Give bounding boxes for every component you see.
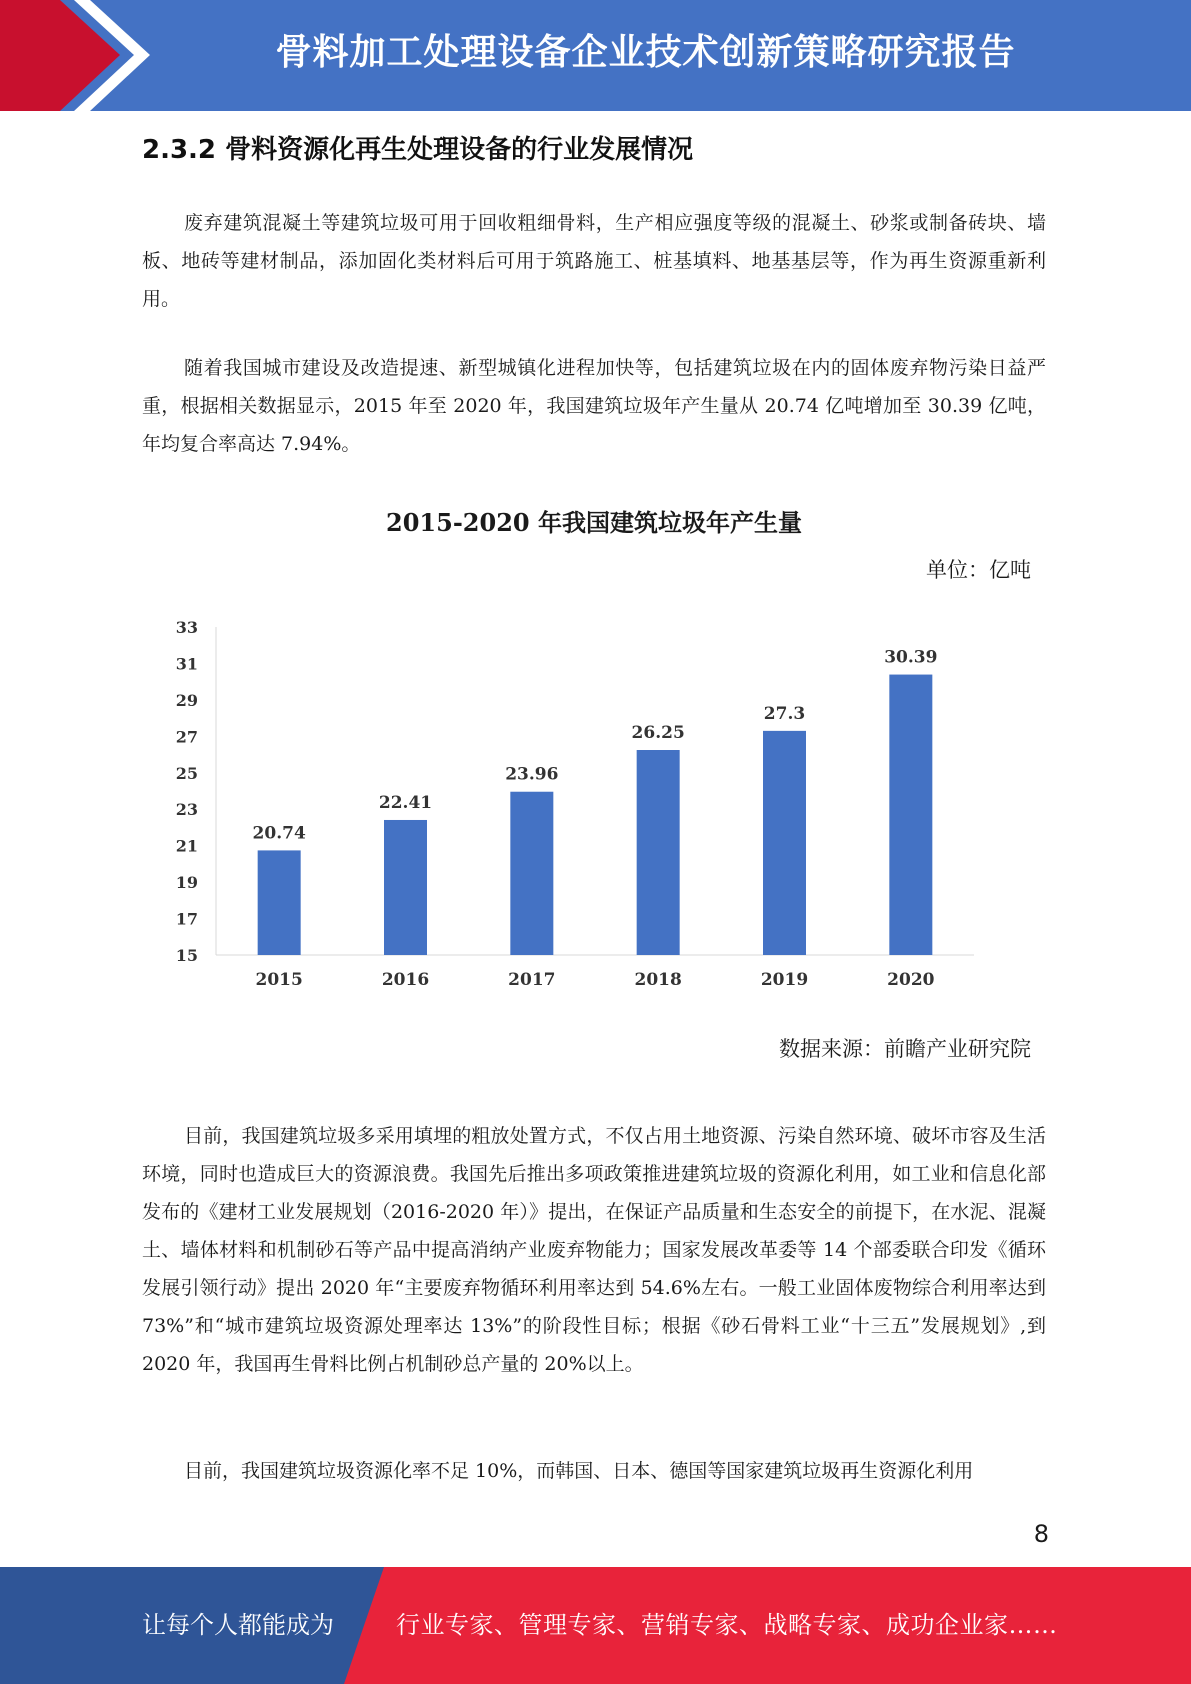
bar-chart <box>150 600 990 1000</box>
y-tick-label: 31 <box>175 654 198 674</box>
bar-2015 <box>258 850 301 955</box>
data-label-2018: 26.25 <box>631 723 685 743</box>
x-tick-label-2019: 2019 <box>760 970 809 990</box>
bar-2016 <box>384 820 427 955</box>
report-title: 骨料加工处理设备企业技术创新策略研究报告 <box>275 32 1016 73</box>
chart-title: 2015-2020 年我国建筑垃圾年产生量 <box>386 508 802 537</box>
x-tick-label-2015: 2015 <box>255 970 303 990</box>
data-label-2017: 23.96 <box>505 764 559 785</box>
bar-2018 <box>637 750 680 955</box>
y-tick-label: 21 <box>175 836 198 856</box>
y-tick-label: 29 <box>175 690 198 710</box>
paragraph-3: 目前，我国建筑垃圾多采用填埋的粗放处置方式，不仅占用土地资源、污染自然环境、破坏市容及生活环境，同时也造成巨大的资源浪费。我国先后推出多项政策推进建筑垃圾的资源化利用，如工业和信息化部发布的《建材工业发展规划（2016-2020 年）》提出，在保证产品质量和生态安全的前提下，在水泥、混凝土、墙体材料和机制砂石等产品中提高消纳产业废弃物能力；国家发展改革委等 14 个部委联合印发《循环发展引领行动》提出 2020 年“主要废弃物循环利用率达到 54.6%左右。一般工业固体废物综合利用率达到 73%”和“城市建筑垃圾资源处理率达 13%”的阶段性目标；根据《砂石骨料工业“十三五”发展规划》,到 2020 年，我国再生骨料比例占机制砂总产量的 20%以上。 <box>142 1125 1046 1375</box>
y-tick-label: 19 <box>175 873 198 893</box>
x-tick-label-2020: 2020 <box>887 970 935 990</box>
section-heading: 2.3.2 骨料资源化再生处理设备的行业发展情况 <box>142 135 694 165</box>
y-tick-label: 33 <box>175 618 198 637</box>
data-label-2015: 20.74 <box>252 823 306 844</box>
footer-banner <box>0 1567 1191 1684</box>
bar-2019 <box>763 731 806 955</box>
page-number: 8 <box>1033 1520 1049 1548</box>
x-tick-label-2018: 2018 <box>634 970 682 990</box>
paragraph-1: 废弃建筑混凝土等建筑垃圾可用于回收粗细骨料，生产相应强度等级的混凝土、砂浆或制备砖块、墙板、地砖等建材制品，添加固化类材料后可用于筑路施工、桩基填料、地基基层等，作为再生资源重新利用。 <box>142 212 1046 310</box>
bar-2017 <box>510 792 553 955</box>
paragraph-2: 随着我国城市建设及改造提速、新型城镇化进程加快等，包括建筑垃圾在内的固体废弃物污染日益严重，根据相关数据显示，2015 年至 2020 年，我国建筑垃圾年产生量从 20.74 亿吨增加至 30.39 亿吨，年均复合率高达 7.94%。 <box>142 357 1046 455</box>
y-tick-label: 25 <box>175 763 198 783</box>
data-label-2020: 30.39 <box>884 647 938 668</box>
y-tick-label: 27 <box>175 727 198 747</box>
data-label-2019: 27.3 <box>763 703 806 724</box>
header-banner <box>0 0 1191 111</box>
bar-2020 <box>889 675 932 955</box>
footer-slogan-left: 让每个人都能成为 <box>142 1611 334 1639</box>
chart-source: 数据来源：前瞻产业研究院 <box>779 1037 1031 1061</box>
x-tick-label-2017: 2017 <box>508 970 556 990</box>
y-tick-label: 15 <box>175 946 198 965</box>
y-tick-label: 17 <box>175 909 198 929</box>
data-label-2016: 22.41 <box>378 792 433 813</box>
paragraph-4: 目前，我国建筑垃圾资源化率不足 10%，而韩国、日本、德国等国家建筑垃圾再生资源化利用 <box>184 1460 974 1482</box>
y-tick-label: 23 <box>175 800 198 820</box>
x-tick-label-2016: 2016 <box>381 970 430 990</box>
chart-unit: 单位：亿吨 <box>926 558 1031 582</box>
footer-slogan-right: 行业专家、管理专家、营销专家、战略专家、成功企业家…… <box>396 1611 1058 1639</box>
